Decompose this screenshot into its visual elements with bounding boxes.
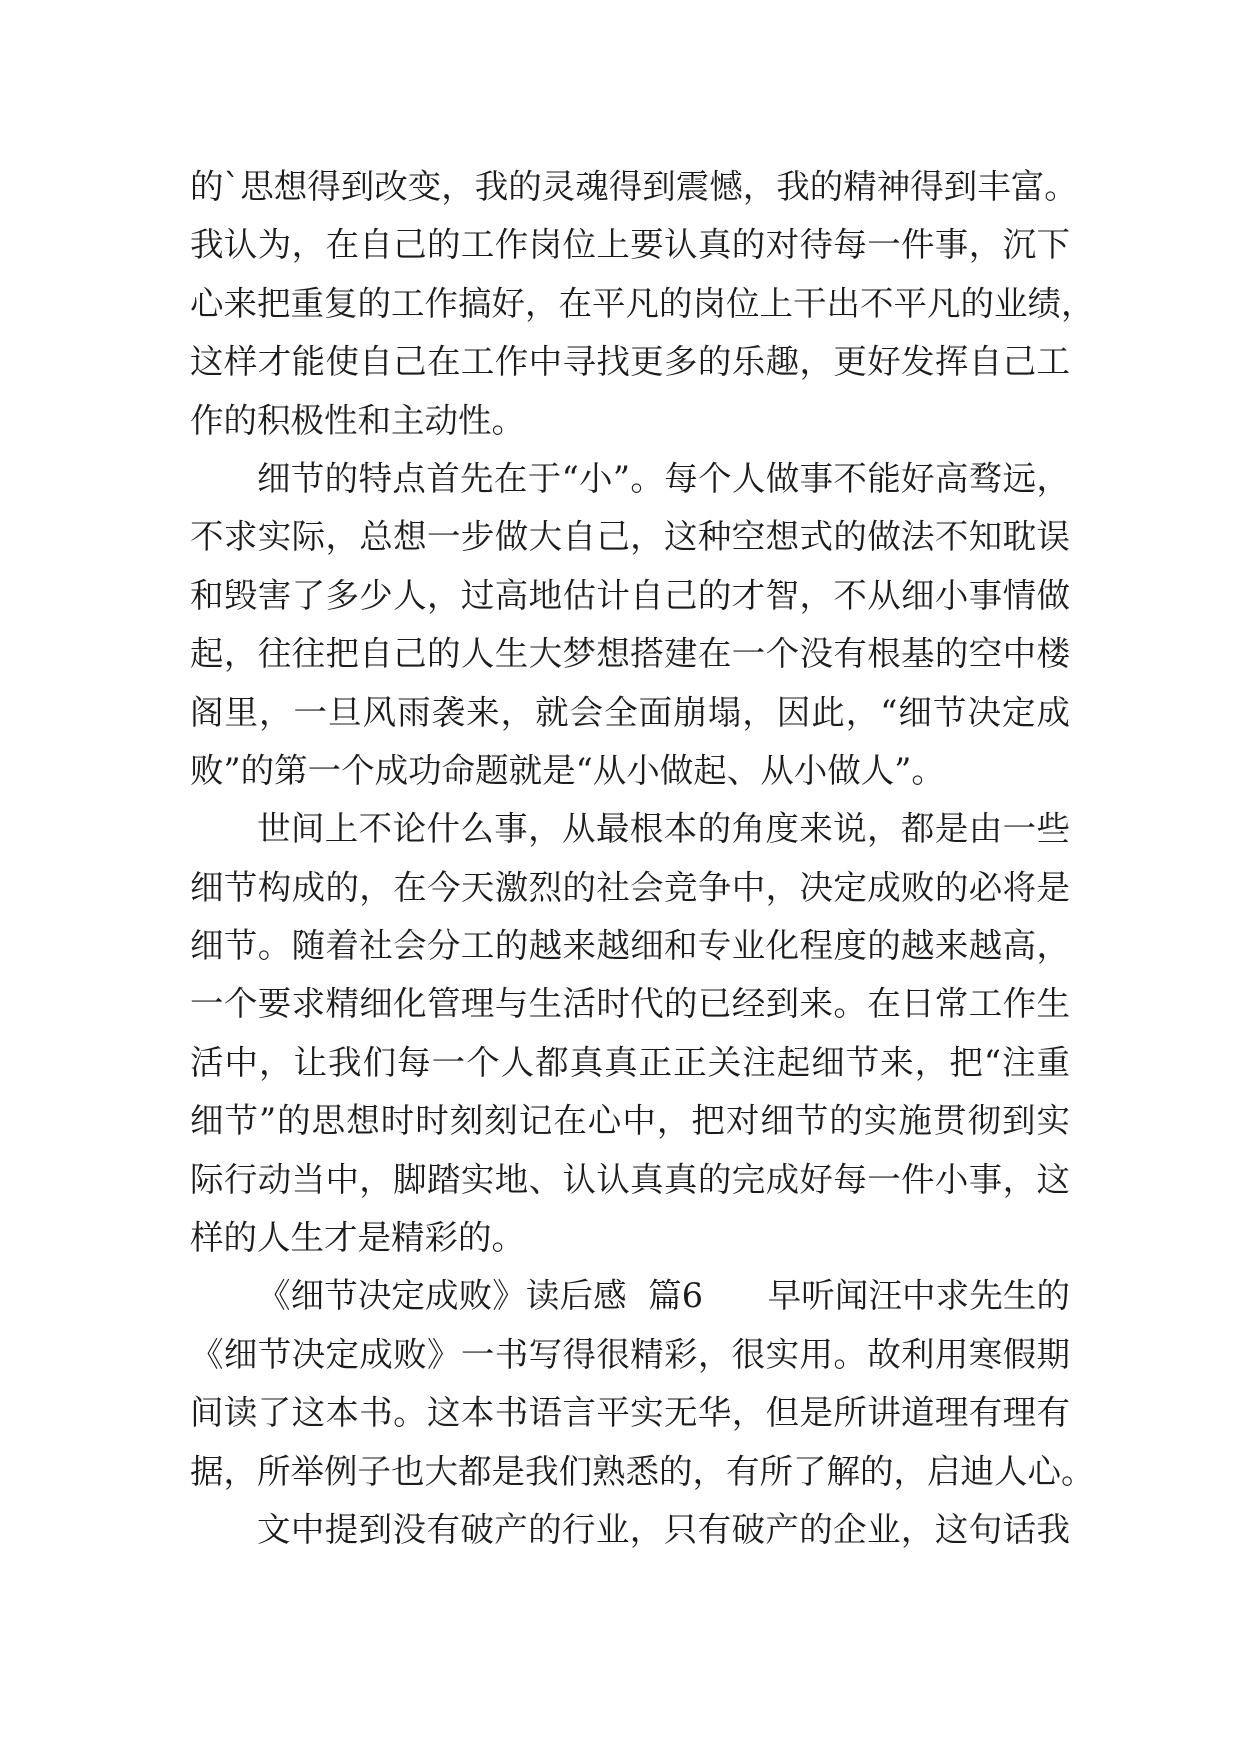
text-line: 活中，让我们每一个人都真真正正关注起细节来，把“注重 <box>190 1042 1070 1082</box>
text-line: 我认为，在自己的工作岗位上要认真的对待每一件事，沉下 <box>190 225 1070 265</box>
text-line: 样的人生才是精彩的。 <box>190 1218 525 1258</box>
document-body <box>190 158 1095 1559</box>
text-line: 间读了这本书。这本书语言平实无华，但是所讲道理有理有 <box>190 1393 1070 1433</box>
text-line: 这样才能使自己在工作中寻找更多的乐趣，更好发挥自己工 <box>190 342 1070 382</box>
text-line: 的`思想得到改变，我的灵魂得到震憾，我的精神得到丰富。 <box>190 167 1078 206</box>
paragraph-start-line: 细节的特点首先在于“小”。每个人做事不能好高骛远， <box>257 458 1070 498</box>
text-line: 和毁害了多少人，过高地估计自己的才智，不从细小事情做 <box>190 575 1070 615</box>
text-line: 一个要求精细化管理与生活时代的已经到来。在日常工作生 <box>190 984 1070 1024</box>
text-line: 不求实际，总想一步做大自己，这种空想式的做法不知耽误 <box>190 517 1070 557</box>
text-line: 心来把重复的工作搞好，在平凡的岗位上干出不平凡的业绩， <box>190 283 1095 323</box>
text-line: 败”的第一个成功命题就是“从小做起、从小做人”。 <box>190 750 945 790</box>
text-line: 细节。随着社会分工的越来越细和专业化程度的越来越高， <box>190 926 1070 966</box>
text-line: 据，所举例子也大都是我们熟悉的，有所了解的，启迪人心。 <box>190 1451 1095 1491</box>
paragraph-start-line: 世间上不论什么事，从最根本的角度来说，都是由一些 <box>257 809 1070 849</box>
paragraph-start-line: 文中提到没有破产的行业，只有破产的企业，这句话我 <box>257 1509 1070 1549</box>
text-line: 细节”的思想时时刻刻记在心中，把对细节的实施贯彻到实 <box>190 1101 1070 1141</box>
section-heading-line: 《细节决定成败》读后感 篇6 早听闻汪中求先生的 <box>257 1276 1070 1316</box>
text-line: 《细节决定成败》一书写得很精彩，很实用。故利用寒假期 <box>190 1334 1070 1374</box>
text-line: 作的积极性和主动性。 <box>190 400 525 440</box>
text-line: 阁里，一旦风雨袭来，就会全面崩塌，因此，“细节决定成 <box>190 692 1070 732</box>
text-line: 细节构成的，在今天激烈的社会竞争中，决定成败的必将是 <box>190 867 1070 907</box>
text-line: 起，往往把自己的人生大梦想搭建在一个没有根基的空中楼 <box>190 634 1070 674</box>
text-line: 际行动当中，脚踏实地、认认真真的完成好每一件小事，这 <box>190 1159 1070 1199</box>
